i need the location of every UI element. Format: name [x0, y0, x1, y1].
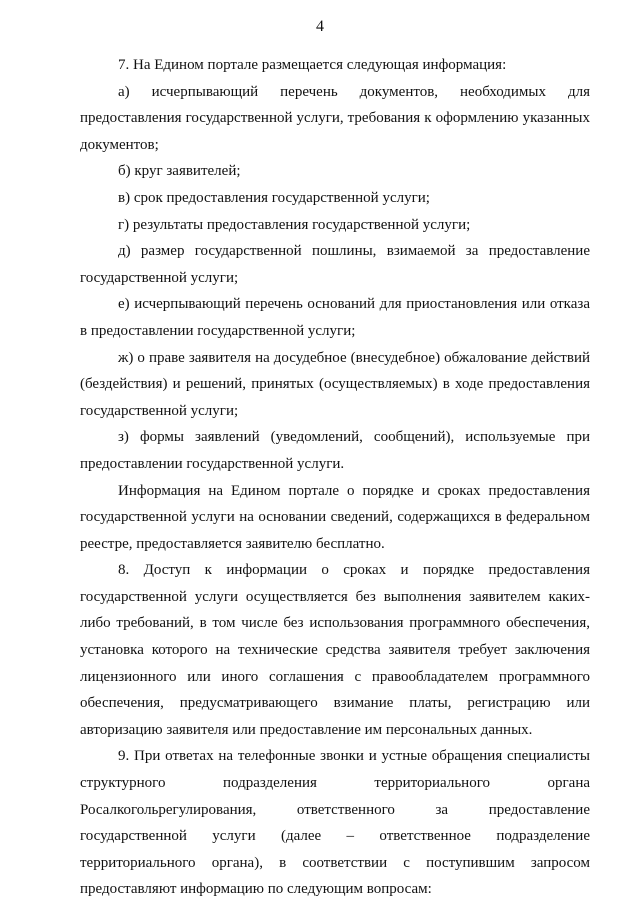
list-item-b: б) круг заявителей;: [118, 163, 241, 180]
list-item-zh: ж) о праве заявителя на досудебное (внесудебное) обжалование действий (бездействия) и решений, принятых (осуществляемых) в ходе предоставления государственной услуги;: [80, 349, 590, 419]
list-item-z: з) формы заявлений (уведомлений, сообщений), используемые при предоставлении государственной услуги.: [80, 429, 590, 472]
list-item-e: е) исчерпывающий перечень оснований для приостановления или отказа в предоставлении государственной услуги;: [80, 296, 590, 339]
page-number: 4: [316, 18, 324, 35]
paragraph-8: 8. Доступ к информации о сроках и порядке предоставления государственной услуги осуществляется без выполнения заявителем каких-либо требований, в том числе без использования программного обеспечения, установка которого на технические средства заявителя требует заключения лицензионного или иного соглашения с правообладателем программного обеспечения, предусматривающего взимание платы, регистрацию или авторизацию заявителя или предоставление им персональных данных.: [80, 562, 590, 738]
list-item-v: в) срок предоставления государственной услуги;: [118, 189, 430, 206]
paragraph-9: 9. При ответах на телефонные звонки и устные обращения специалисты структурного подразделения территориального органа Росалкогольрегулирования, ответственного за предоставление государственной услуги (далее – ответственное подразделение территориального органа), в соответствии с поступившим запросом предоставляют информацию по следующим вопросам:: [80, 748, 590, 898]
info-paragraph: Информация на Едином портале о порядке и сроках предоставления государственной услуги на основании сведений, содержащихся в федеральном реестре, предоставляется заявителю бесплатно.: [80, 482, 590, 552]
paragraph-7-heading: 7. На Едином портале размещается следующая информация:: [118, 57, 507, 73]
list-item-d: д) размер государственной пошлины, взимаемой за предоставление государственной услуги;: [80, 243, 590, 286]
list-item-a: а) исчерпывающий перечень документов, необходимых для предоставления государственной услуги, требования к оформлению указанных документов;: [80, 83, 590, 153]
document-body: [80, 52, 590, 903]
list-item-g: г) результаты предоставления государственной услуги;: [118, 216, 471, 233]
